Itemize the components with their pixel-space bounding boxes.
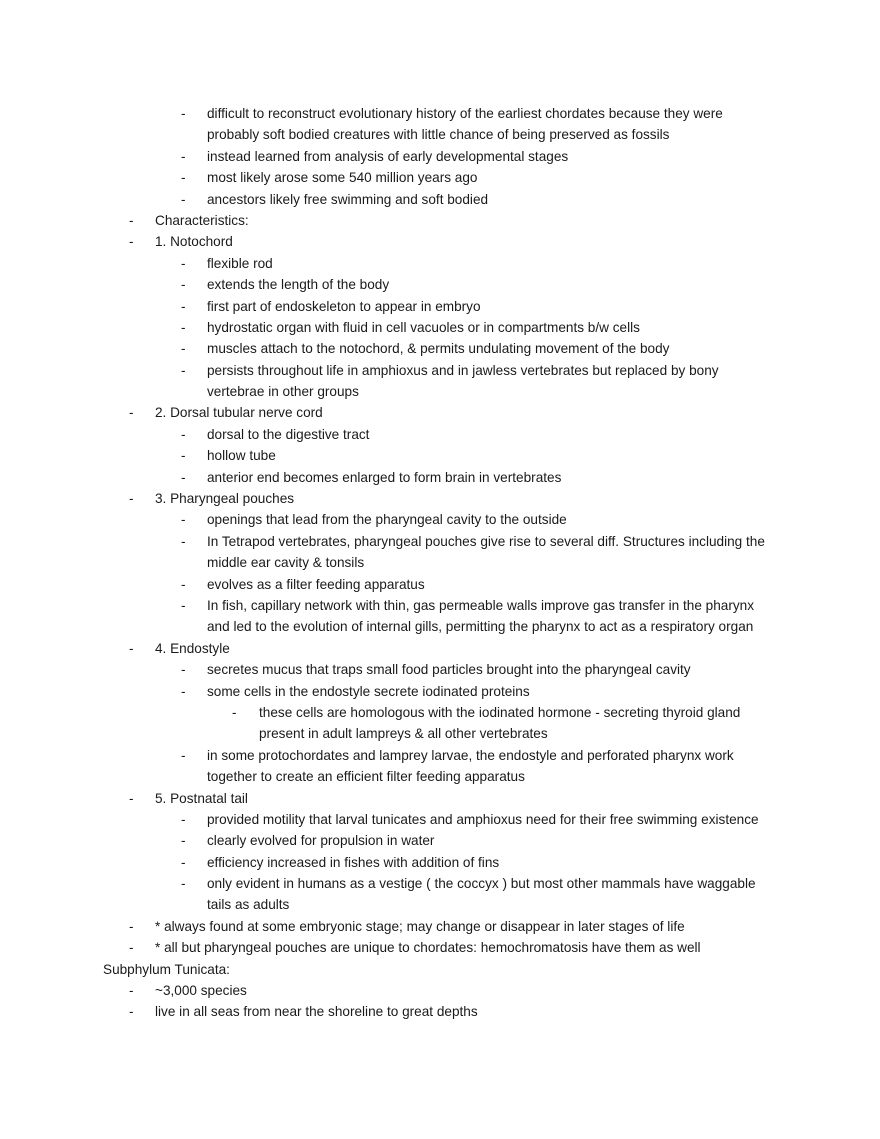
- list-item-text: anterior end becomes enlarged to form brain in vertebrates: [207, 469, 562, 485]
- bullet-dash: -: [129, 1004, 134, 1020]
- list-item-text: dorsal to the digestive tract: [207, 426, 370, 442]
- list-item-continuation: middle ear cavity & tonsils: [207, 555, 365, 571]
- bullet-dash: -: [181, 747, 186, 763]
- bullet-dash: -: [181, 277, 186, 293]
- list-item: [0, 488, 880, 509]
- list-item-text: muscles attach to the notochord, & permits undulating movement of the body: [207, 341, 670, 357]
- bullet-dash: -: [181, 426, 186, 442]
- list-item-text: In Tetrapod vertebrates, pharyngeal pouches give rise to several diff. Structures including the: [207, 533, 765, 549]
- list-item: [0, 574, 880, 595]
- bullet-dash: -: [181, 811, 186, 827]
- list-item: [0, 552, 880, 573]
- list-item: [0, 467, 880, 488]
- list-item: [0, 723, 880, 744]
- list-item-text: some cells in the endostyle secrete iodinated proteins: [207, 683, 530, 699]
- bullet-dash: -: [181, 106, 186, 121]
- list-item: [0, 1001, 880, 1022]
- list-item: [0, 702, 880, 723]
- bullet-dash: -: [129, 918, 134, 934]
- list-item-continuation: together to create an efficient filter feeding apparatus: [207, 769, 525, 785]
- list-item: [0, 360, 880, 381]
- list-item: [0, 124, 880, 145]
- list-item: [0, 937, 880, 958]
- list-item: [0, 595, 880, 616]
- list-item: [0, 616, 880, 637]
- list-item-text: extends the length of the body: [207, 277, 390, 293]
- bullet-dash: -: [129, 790, 134, 806]
- list-item-text: first part of endoskeleton to appear in embryo: [207, 298, 481, 314]
- list-item-text: flexible rod: [207, 255, 273, 271]
- list-item: [0, 231, 880, 252]
- list-item-continuation: present in adult lampreys & all other vertebrates: [259, 726, 548, 742]
- list-item: [0, 338, 880, 359]
- document-page: [0, 103, 880, 1023]
- list-item-text: efficiency increased in fishes with addition of fins: [207, 854, 500, 870]
- list-item-text: secretes mucus that traps small food particles brought into the pharyngeal cavity: [207, 662, 691, 678]
- list-item: [0, 916, 880, 937]
- list-item-text: openings that lead from the pharyngeal cavity to the outside: [207, 512, 567, 528]
- list-item-continuation: probably soft bodied creatures with little chance of being preserved as fossils: [207, 127, 670, 143]
- bullet-dash: -: [181, 319, 186, 335]
- bullet-dash: -: [181, 597, 186, 613]
- list-item: [0, 766, 880, 787]
- section-heading: [0, 959, 880, 980]
- list-item: [0, 509, 880, 530]
- bullet-dash: -: [181, 191, 186, 207]
- list-item-text: * all but pharyngeal pouches are unique to chordates: hemochromatosis have them as well: [155, 940, 701, 956]
- list-item-text: instead learned from analysis of early developmental stages: [207, 148, 569, 164]
- list-item-text: 2. Dorsal tubular nerve cord: [155, 405, 323, 421]
- list-item-text: Subphylum Tunicata:: [103, 961, 230, 977]
- list-item: [0, 189, 880, 210]
- list-item: [0, 894, 880, 915]
- list-item-continuation: and led to the evolution of internal gills, permitting the pharynx to act as a respiratory organ: [207, 619, 754, 635]
- list-item: [0, 146, 880, 167]
- list-item: [0, 274, 880, 295]
- bullet-dash: -: [181, 448, 186, 464]
- list-item: [0, 830, 880, 851]
- bullet-dash: -: [181, 533, 186, 549]
- list-item-text: hydrostatic organ with fluid in cell vacuoles or in compartments b/w cells: [207, 319, 640, 335]
- list-item: [0, 659, 880, 680]
- list-item: [0, 638, 880, 659]
- bullet-dash: -: [181, 576, 186, 592]
- list-item: [0, 809, 880, 830]
- list-item-text: live in all seas from near the shoreline to great depths: [155, 1004, 478, 1020]
- list-item: [0, 980, 880, 1001]
- list-item: [0, 873, 880, 894]
- list-item: [0, 745, 880, 766]
- list-item-text: these cells are homologous with the iodinated hormone - secreting thyroid gland: [259, 704, 741, 720]
- bullet-dash: -: [181, 362, 186, 378]
- list-item: [0, 253, 880, 274]
- bullet-dash: -: [181, 341, 186, 357]
- list-item-continuation: tails as adults: [207, 897, 290, 913]
- list-item: [0, 167, 880, 188]
- list-item: [0, 317, 880, 338]
- bullet-dash: -: [181, 469, 186, 485]
- bullet-dash: -: [129, 940, 134, 956]
- bullet-dash: -: [181, 683, 186, 699]
- list-item-text: ancestors likely free swimming and soft bodied: [207, 191, 489, 207]
- list-item-text: provided motility that larval tunicates and amphioxus need for their free swimming existence: [207, 811, 759, 827]
- list-item: [0, 210, 880, 231]
- list-item: [0, 788, 880, 809]
- list-item: [0, 681, 880, 702]
- bullet-dash: -: [181, 833, 186, 849]
- list-item: [0, 445, 880, 466]
- bullet-dash: -: [129, 212, 134, 228]
- bullet-dash: -: [181, 854, 186, 870]
- list-item-text: Characteristics:: [155, 212, 249, 228]
- bullet-dash: -: [232, 704, 237, 720]
- list-item: [0, 296, 880, 317]
- list-item-text: * always found at some embryonic stage; may change or disappear in later stages of life: [155, 918, 685, 934]
- bullet-dash: -: [181, 512, 186, 528]
- list-item-text: persists throughout life in amphioxus and in jawless vertebrates but replaced by bony: [207, 362, 719, 378]
- bullet-dash: -: [129, 983, 134, 999]
- bullet-dash: -: [181, 170, 186, 186]
- list-item: [0, 852, 880, 873]
- list-item: [0, 381, 880, 402]
- list-item-text: clearly evolved for propulsion in water: [207, 833, 435, 849]
- list-item-text: evolves as a filter feeding apparatus: [207, 576, 425, 592]
- list-item-text: hollow tube: [207, 448, 276, 464]
- bullet-dash: -: [129, 234, 134, 250]
- list-item-text: in some protochordates and lamprey larvae, the endostyle and perforated pharynx work: [207, 747, 734, 763]
- bullet-dash: -: [181, 662, 186, 678]
- list-item: [0, 402, 880, 423]
- list-item-text: difficult to reconstruct evolutionary history of the earliest chordates because they were: [207, 106, 723, 121]
- bullet-dash: -: [181, 298, 186, 314]
- bullet-dash: -: [181, 255, 186, 271]
- bullet-dash: -: [129, 405, 134, 421]
- bullet-dash: -: [181, 148, 186, 164]
- list-item: [0, 531, 880, 552]
- bullet-dash: -: [129, 640, 134, 656]
- list-item-text: 4. Endostyle: [155, 640, 230, 656]
- bullet-dash: -: [129, 491, 134, 507]
- list-item: [0, 103, 880, 124]
- list-item-text: ~3,000 species: [155, 983, 247, 999]
- list-item: [0, 424, 880, 445]
- list-item-text: 1. Notochord: [155, 234, 233, 250]
- list-item-text: In fish, capillary network with thin, gas permeable walls improve gas transfer in the pharynx: [207, 597, 755, 613]
- list-item-continuation: vertebrae in other groups: [207, 384, 359, 400]
- list-item-text: 3. Pharyngeal pouches: [155, 491, 295, 507]
- list-item-text: only evident in humans as a vestige ( the coccyx ) but most other mammals have waggable: [207, 876, 756, 892]
- bullet-dash: -: [181, 876, 186, 892]
- list-item-text: 5. Postnatal tail: [155, 790, 248, 806]
- list-item-text: most likely arose some 540 million years ago: [207, 170, 478, 186]
